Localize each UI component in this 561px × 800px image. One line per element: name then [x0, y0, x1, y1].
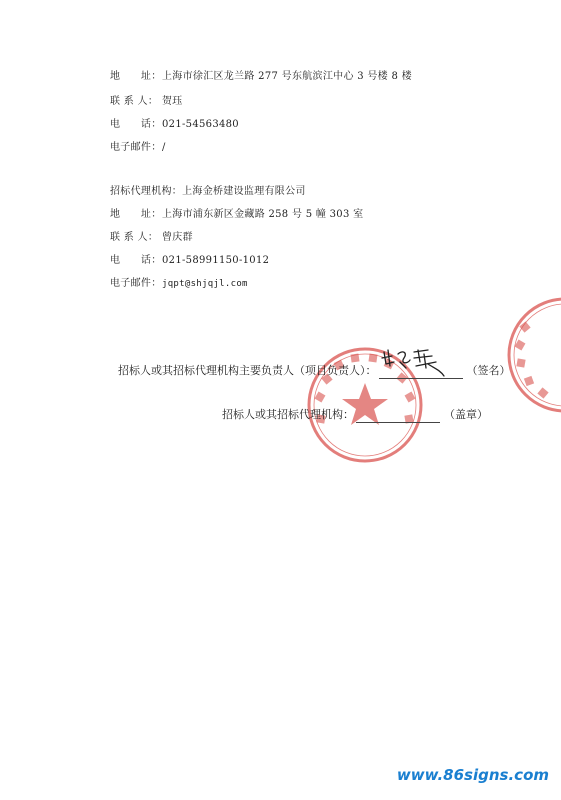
organization-seal-line [222, 407, 488, 423]
tenderer-contact-label: 联 系 人： [110, 96, 159, 107]
partial-seal-stamp [505, 295, 561, 415]
agency-address: 上海市浦东新区金藏路 258 号 5 幢 303 室 [162, 209, 364, 220]
agency-address-row [110, 208, 363, 222]
agency-phone: 021-58991150-1012 [162, 255, 270, 266]
agency-name: 上海金桥建设监理有限公司 [182, 186, 306, 197]
responsible-person-label: 招标人或其招标代理机构主要负责人（项目负责人）： [118, 364, 377, 377]
tenderer-contact-row [110, 95, 183, 109]
agency-email-row [110, 277, 248, 291]
tenderer-email-label: 电子邮件： [110, 142, 162, 153]
agency-email-label: 电子邮件： [110, 278, 162, 289]
responsible-person-signature-line [118, 363, 511, 379]
agency-name-row [110, 185, 306, 199]
tenderer-phone-label: 电 话： [110, 119, 162, 130]
agency-email: jqpt@shjqjl.com [162, 279, 248, 289]
agency-address-label: 地 址： [110, 209, 162, 220]
organization-label: 招标人或其招标代理机构： [222, 408, 354, 421]
agency-contact-label: 联 系 人： [110, 232, 159, 243]
agency-phone-label: 电 话： [110, 255, 162, 266]
seal-suffix: （盖章） [444, 408, 488, 421]
tenderer-address: 上海市徐汇区龙兰路 277 号东航滨江中心 3 号楼 8 楼 [162, 71, 412, 82]
agency-phone-row [110, 254, 269, 268]
tenderer-email: / [162, 142, 166, 153]
agency-contact: 曾庆群 [162, 232, 193, 243]
signature-suffix: （签名） [466, 364, 511, 377]
watermark-text: www.86signs.com [396, 766, 549, 784]
handwritten-signature [378, 346, 448, 380]
tenderer-address-label: 地 址： [110, 71, 162, 82]
tenderer-address-row [110, 70, 412, 84]
agency-contact-row [110, 231, 193, 245]
tenderer-email-row [110, 141, 166, 155]
tenderer-phone-row [110, 118, 239, 132]
tenderer-contact: 贺珏 [162, 96, 183, 107]
seal-blank[interactable] [356, 410, 440, 423]
agency-name-label: 招标代理机构： [110, 186, 183, 197]
tenderer-phone: 021-54563480 [162, 119, 239, 130]
